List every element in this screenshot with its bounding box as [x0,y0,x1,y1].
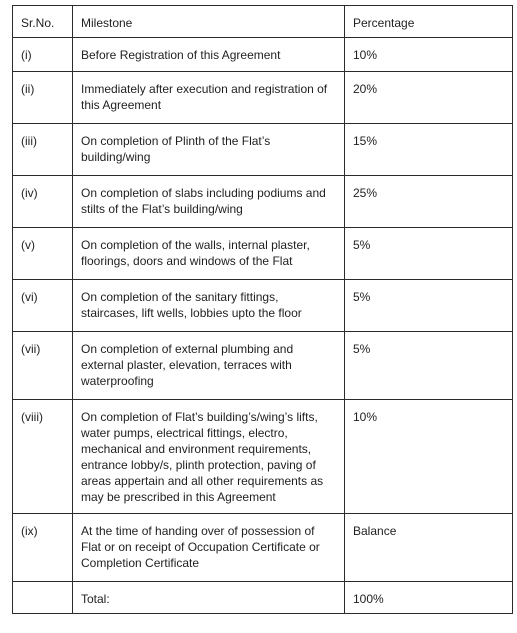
table-row [13,332,513,400]
row-milestone: On completion of external plumbing and external plaster, elevation, terraces with waterproofing [73,332,345,400]
row-sr-no: (ix) [13,514,73,582]
row-milestone: Immediately after execution and registration of this Agreement [73,72,345,124]
table-row [13,124,513,176]
table-row [13,38,513,72]
row-sr-no: (ii) [13,72,73,124]
table-row [13,514,513,582]
row-percentage: 20% [345,72,513,124]
row-milestone: On completion of slabs including podiums and stilts of the Flat’s building/wing [73,176,345,228]
row-milestone: At the time of handing over of possession of Flat or on receipt of Occupation Certificate or Completion Certificate [73,514,345,582]
row-milestone: On completion of the sanitary fittings, staircases, lift wells, lobbies upto the floor [73,280,345,332]
table-row [13,72,513,124]
row-percentage: 5% [345,280,513,332]
row-sr-no: (vii) [13,332,73,400]
header-milestone: Milestone [73,6,345,38]
row-sr-no: (vi) [13,280,73,332]
total-row [13,582,513,614]
total-label: Total: [73,582,345,614]
header-percentage: Percentage [345,6,513,38]
row-percentage: 15% [345,124,513,176]
row-milestone: On completion of the walls, internal plaster, floorings, doors and windows of the Flat [73,228,345,280]
table-row [13,280,513,332]
header-sr-no: Sr.No. [13,6,73,38]
row-sr-no: (viii) [13,400,73,514]
payment-milestone-table [12,5,513,614]
table-header-row [13,6,513,38]
table-row [13,176,513,228]
row-percentage: Balance [345,514,513,582]
row-milestone: On completion of Plinth of the Flat’s building/wing [73,124,345,176]
row-sr-no: (i) [13,38,73,72]
total-percentage: 100% [345,582,513,614]
row-sr-no: (iii) [13,124,73,176]
row-percentage: 25% [345,176,513,228]
table-row [13,400,513,514]
row-sr-no: (v) [13,228,73,280]
table-row [13,228,513,280]
row-milestone: Before Registration of this Agreement [73,38,345,72]
row-percentage: 10% [345,38,513,72]
row-milestone: On completion of Flat’s building’s/wing’s lifts, water pumps, electrical fittings, electro, mechanical and environment requirements, entrance lobby/s, plinth protection, paving of areas appertain and all other requirements as may be prescribed in this Agreement [73,400,345,514]
row-percentage: 5% [345,228,513,280]
row-sr-no: (iv) [13,176,73,228]
total-sr-no [13,582,73,614]
row-percentage: 10% [345,400,513,514]
row-percentage: 5% [345,332,513,400]
